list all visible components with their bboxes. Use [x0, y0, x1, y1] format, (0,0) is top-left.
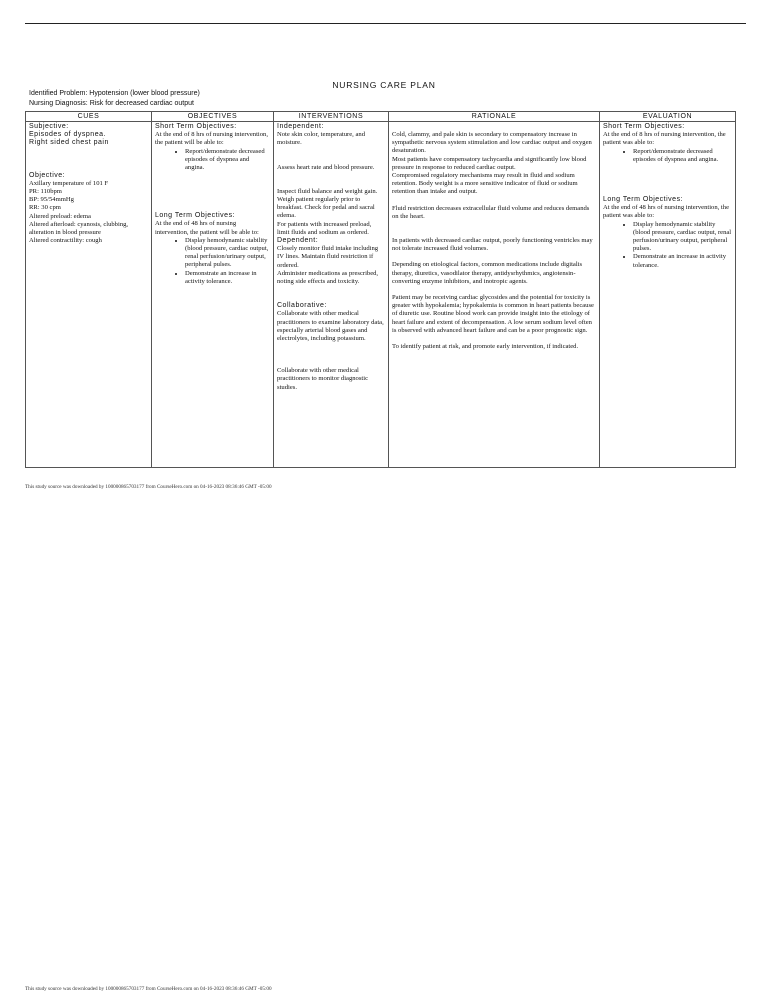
- header-interventions: INTERVENTIONS: [274, 112, 389, 122]
- interventions-cell: [274, 122, 389, 468]
- header-evaluation: EVALUATION: [600, 112, 736, 122]
- rationale-item: Fluid restriction decreases extracellular fluid volume and reduces demands on the heart.: [392, 204, 590, 220]
- objective-cue: RR: 30 cpm: [29, 204, 61, 212]
- list-item: • Demonstrate an increase in activity tolerance.: [633, 253, 732, 269]
- rationale-cell: [389, 122, 600, 468]
- intervention-item: Inspect fluid balance and weight gain. Weigh patient regularly prior to breakfast. Check for pedal and sacral edema.: [277, 187, 378, 220]
- objective-cue: Altered contractility: cough: [29, 237, 102, 245]
- rationale-item: Compromised regulatory mechanisms may result in fluid and sodium retention. Body weight is a more sensitive indicator of fluid or sodium retention than intake and output.: [392, 172, 578, 196]
- list-item: • Demonstrate an increase in activity tolerance.: [185, 270, 270, 286]
- intervention-item: Closely monitor fluid intake including IV lines. Maintain fluid restriction if ordered.: [277, 245, 379, 269]
- objective-cue: PR: 110bpm: [29, 188, 62, 196]
- evaluation-short-term-list: [603, 148, 732, 164]
- rationale-item: Cold, clammy, and pale skin is secondary to compensatory increase in sympathetic nervous system stimulation and low cardiac output and oxygen desaturation.: [392, 131, 592, 155]
- identified-problem: Identified Problem: Hypotension (lower blood pressure): [29, 90, 200, 97]
- subjective-cue: Episodes of dyspnea.: [29, 131, 106, 139]
- subjective-cue: Right sided chest pain: [29, 139, 109, 147]
- document-title: NURSING CARE PLAN: [332, 80, 436, 90]
- objective-label: Objective:: [29, 171, 66, 179]
- rationale-item: Depending on etiological factors, common medications include digitalis therapy, diuretics, vasodilator therapy, antidysrhythmics, angiotensin-converting enzyme inhibitors, and inotropic agents.: [392, 261, 583, 285]
- objective-cue: Axillary temperature of 101 F: [29, 179, 109, 187]
- care-plan-table: [25, 111, 736, 468]
- evaluation-long-term-label: Long Term Objectives:: [603, 196, 684, 204]
- rationale-item: Patient may be receiving cardiac glycosides and the potential for toxicity is greater with hypokalemia; hypokalemia is common in heart patients because of diuretic use. Routine blood work can provide insight into the etiology of heart failure and extent of decompensation. A low serum sodium level often is observed with advanced heart failure and can be a poor prognostic sign.: [392, 294, 594, 334]
- short-term-objectives-list: [155, 148, 270, 173]
- objective-cue: Altered preload: edema: [29, 212, 91, 220]
- collaborative-label: Collaborative:: [277, 302, 327, 310]
- intervention-item: Note skin color, temperature, and moisture.: [277, 131, 365, 147]
- rationale-item: Most patients have compensatory tachycardia and significantly low blood pressure in response to reduced cardiac output.: [392, 155, 587, 171]
- list-item: • Display hemodynamic stability (blood pressure, cardiac output, renal perfusion/urinary output, peripheral pulses.: [633, 221, 732, 254]
- short-term-objectives-intro: At the end of 8 hrs of nursing intervention, the patient will be able to:: [155, 131, 268, 147]
- subjective-label: Subjective:: [29, 123, 69, 130]
- evaluation-long-term-list: [603, 221, 732, 270]
- cues-cell: [26, 122, 152, 468]
- evaluation-long-term-intro: At the end of 48 hrs of nursing intervention, the patient was able to:: [603, 204, 729, 220]
- objective-cue: BP: 95/54mmHg: [29, 196, 74, 204]
- top-rule: [25, 23, 746, 24]
- list-item: • Display hemodynamic stability (blood pressure, cardiac output, renal perfusion/urinary output, peripheral pulses.: [185, 237, 270, 270]
- table-row: [26, 122, 736, 468]
- list-item: • Report/demonstrate decreased episodes of dyspnea and angina.: [185, 148, 270, 173]
- nursing-diagnosis: Nursing Diagnosis: Risk for decreased cardiac output: [29, 100, 194, 107]
- intervention-item: Assess heart rate and blood pressure.: [277, 163, 375, 171]
- rationale-item: In patients with decreased cardiac output, poorly functioning ventricles may not tolerate increased fluid volumes.: [392, 237, 593, 253]
- long-term-objectives-intro: At the end of 48 hrs of nursing intervention, the patient will be able to:: [155, 220, 259, 236]
- long-term-objectives-label: Long Term Objectives:: [155, 212, 236, 220]
- dependent-label: Dependent:: [277, 237, 319, 245]
- intervention-item: Collaborate with other medical practitioners to examine laboratory data, especially arterial blood gases and electrolytes, including potassium.: [277, 310, 384, 343]
- intervention-item: For patients with increased preload, limit fluids and sodium as ordered.: [277, 220, 372, 236]
- source-note-footer: This study source was downloaded by 100000865703177 from CourseHero.com on 04-16-2023 08:36:46 GMT -05:00: [25, 986, 272, 992]
- independent-label: Independent:: [277, 123, 324, 130]
- table-header-row: [26, 112, 736, 122]
- intervention-item: Collaborate with other medical practitioners to monitor diagnostic studies.: [277, 367, 369, 391]
- evaluation-cell: [600, 122, 736, 468]
- header-rationale: RATIONALE: [389, 112, 600, 122]
- intervention-item: Administer medications as prescribed, noting side effects and toxicity.: [277, 269, 379, 286]
- source-note: This study source was downloaded by 100000865703177 from CourseHero.com on 04-16-2023 08:36:46 GMT -05:00: [25, 484, 272, 490]
- objectives-cell: [152, 122, 274, 468]
- list-item: • Report/demonstrate decreased episodes of dyspnea and angina.: [633, 148, 732, 164]
- short-term-objectives-label: Short Term Objectives:: [155, 123, 237, 130]
- long-term-objectives-list: [155, 237, 270, 286]
- header-objectives: OBJECTIVES: [152, 112, 274, 122]
- objective-cue: Altered afterload: cyanosis, clubbing, alteration in blood pressure: [29, 220, 129, 237]
- evaluation-short-term-label: Short Term Objectives:: [603, 123, 685, 130]
- header-cues: CUES: [26, 112, 152, 122]
- rationale-item: To identify patient at risk, and promote early intervention, if indicated.: [392, 343, 579, 351]
- evaluation-short-term-intro: At the end of 8 hrs of nursing intervention, the patient was able to:: [603, 131, 726, 147]
